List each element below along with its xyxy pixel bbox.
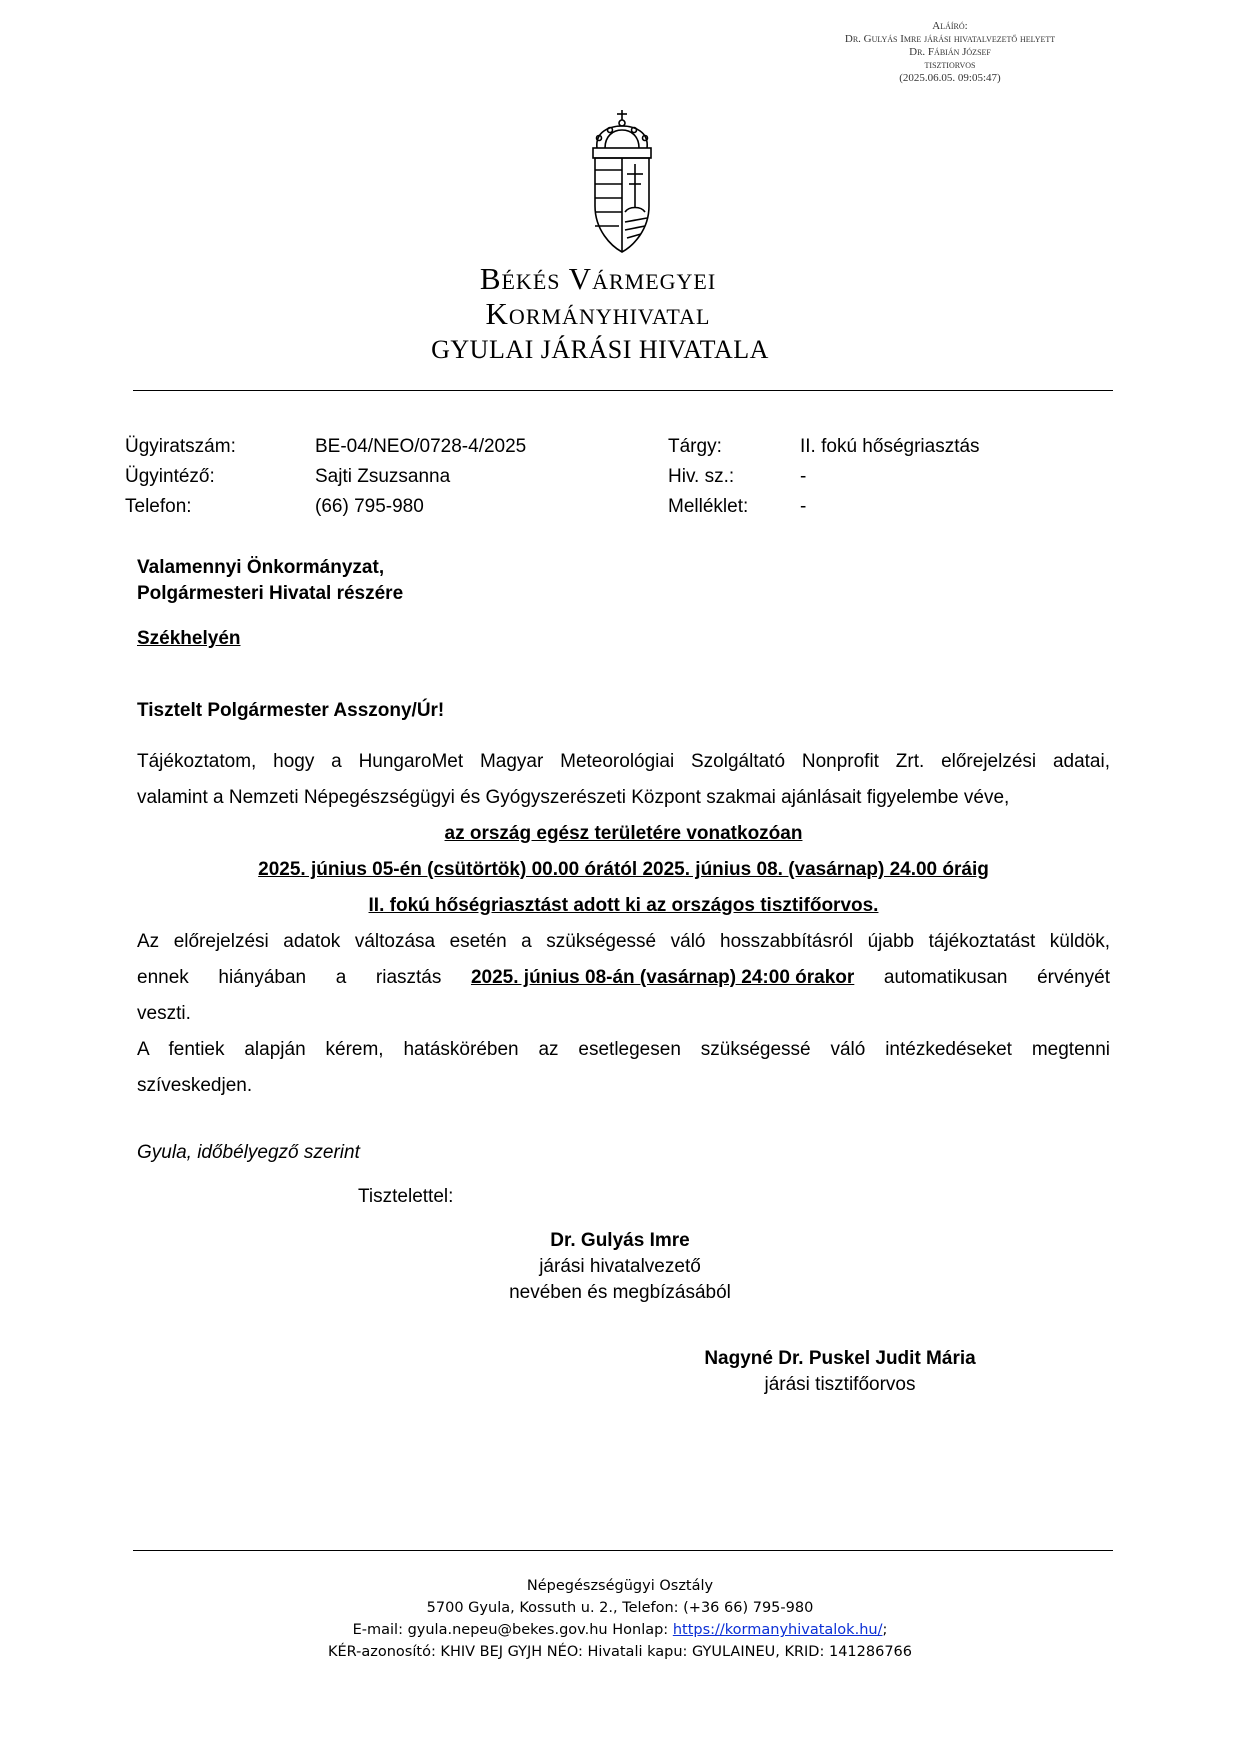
signatory-name: Dr. Gulyás Imre: [550, 1230, 690, 1251]
closing-regards: Tisztelettel:: [358, 1186, 454, 1207]
footer-identifiers: KÉR-azonosító: KHIV BEJ GYJH NÉO: Hivatali kapu: GYULAINEU, KRID: 141286766: [327, 1644, 912, 1660]
signature-block-primary: [420, 1228, 820, 1306]
meta-labels-right: [668, 432, 748, 522]
footer-email: E-mail: gyula.nepeu@bekes.gov.hu Honlap:: [352, 1622, 673, 1638]
meta-values-left: [315, 432, 526, 522]
phone-value: (66) 795-980: [315, 496, 424, 517]
org-name-line1: Békés Vármegyei: [479, 261, 717, 296]
meta-values-right: [800, 432, 980, 522]
paragraph2-word: hiányában: [218, 967, 307, 988]
footer-divider: [133, 1550, 1113, 1551]
signer-title: tisztiorvos: [924, 59, 976, 71]
addressee-seat: Székhelyén: [137, 628, 241, 649]
case-number-value: BE-04/NEO/0728-4/2025: [315, 436, 527, 457]
paragraph1-line1: Tájékoztatom, hogy a HungaroMet Magyar Meteorológiai Szolgáltató Nonprofit Zrt. előrejelzési adatai,: [137, 751, 1110, 772]
meta-labels-left: [125, 432, 236, 522]
paragraph2-word: automatikusan: [883, 967, 1008, 988]
paragraph2-word: érvényét: [1037, 967, 1110, 988]
alert-expiry: 2025. június 08-án (vasárnap) 24:00 órakor: [470, 967, 855, 988]
hungarian-coat-of-arms-icon: [585, 108, 659, 256]
paragraph2-word: a: [335, 967, 347, 988]
subject-label: Tárgy:: [668, 436, 722, 457]
paragraph2-word: ennek: [137, 967, 189, 988]
signer-label: Aláíró:: [932, 20, 968, 32]
paragraph1-line2: valamint a Nemzeti Népegészségügyi és Gyógyszerészeti Központ szakmai ajánlásait figyelembe véve,: [137, 787, 1010, 808]
website-link[interactable]: https://kormanyhivatalok.hu/: [672, 1622, 883, 1638]
paragraph3-line1: A fentiek alapján kérem, hatáskörében az esetlegesen szükségessé váló intézkedéseket megtenni: [137, 1039, 1110, 1060]
phone-label: Telefon:: [125, 496, 192, 517]
footer: [0, 1575, 1240, 1663]
salutation: Tisztelt Polgármester Asszony/Úr!: [137, 700, 445, 721]
addressee-line2: Polgármesteri Hivatal részére: [137, 583, 404, 604]
footer-department: Népegészségügyi Osztály: [526, 1578, 714, 1594]
case-number-label: Ügyiratszám:: [125, 436, 236, 457]
paragraph2-line3: veszti.: [137, 1003, 191, 1024]
header-divider: [133, 390, 1113, 391]
addressee-line1: Valamennyi Önkormányzat,: [137, 557, 385, 578]
footer-contact: [0, 1619, 1240, 1641]
paragraph2-line2: [137, 960, 1110, 996]
handler-value: Sajti Zsuzsanna: [315, 466, 451, 487]
digital-signature-block: [780, 20, 1120, 85]
footer-address: 5700 Gyula, Kossuth u. 2., Telefon: (+36 66) 795-980: [426, 1600, 814, 1616]
reference-label: Hiv. sz.:: [668, 466, 735, 487]
signer-name: Dr. Fábián József: [909, 46, 991, 58]
signatory-behalf: nevében és megbízásából: [509, 1282, 731, 1303]
alert-period: 2025. június 05-én (csütörtök) 00.00 órától 2025. június 08. (vasárnap) 24.00 óráig: [258, 859, 989, 880]
officer-name: Nagyné Dr. Puskel Judit Mária: [704, 1348, 976, 1369]
signature-block-secondary: [640, 1346, 1040, 1398]
org-subunit: GYULAI JÁRÁSI HIVATALA: [431, 335, 769, 364]
place-date: Gyula, időbélyegző szerint: [137, 1142, 360, 1163]
signatory-title: járási hivatalvezető: [539, 1256, 701, 1277]
reference-value: -: [800, 466, 807, 487]
handler-label: Ügyintéző:: [125, 466, 215, 487]
signature-timestamp: (2025.06.05. 09:05:47): [899, 72, 1001, 84]
paragraph2-word: riasztás: [375, 967, 442, 988]
subject-value: II. fokú hőségriasztás: [800, 436, 980, 457]
paragraph3-line2: szíveskedjen.: [137, 1075, 253, 1096]
footer-email-suffix: ;: [882, 1622, 888, 1638]
signer-line: Dr. Gulyás Imre járási hivatalvezető helyett: [844, 33, 1056, 45]
attachment-label: Melléklet:: [668, 496, 749, 517]
alert-scope: az ország egész területére vonatkozóan: [444, 823, 803, 844]
org-name-line2: Kormányhivatal: [485, 296, 711, 331]
officer-title: járási tisztifőorvos: [764, 1374, 916, 1395]
paragraph2-line1: Az előrejelzési adatok változása esetén a szükségessé váló hosszabbításról újabb tájékoztatást küldök,: [137, 931, 1110, 952]
alert-statement: II. fokú hőségriasztást adott ki az országos tisztifőorvos.: [368, 895, 879, 916]
attachment-value: -: [800, 496, 807, 517]
addressee-block: [137, 555, 403, 607]
